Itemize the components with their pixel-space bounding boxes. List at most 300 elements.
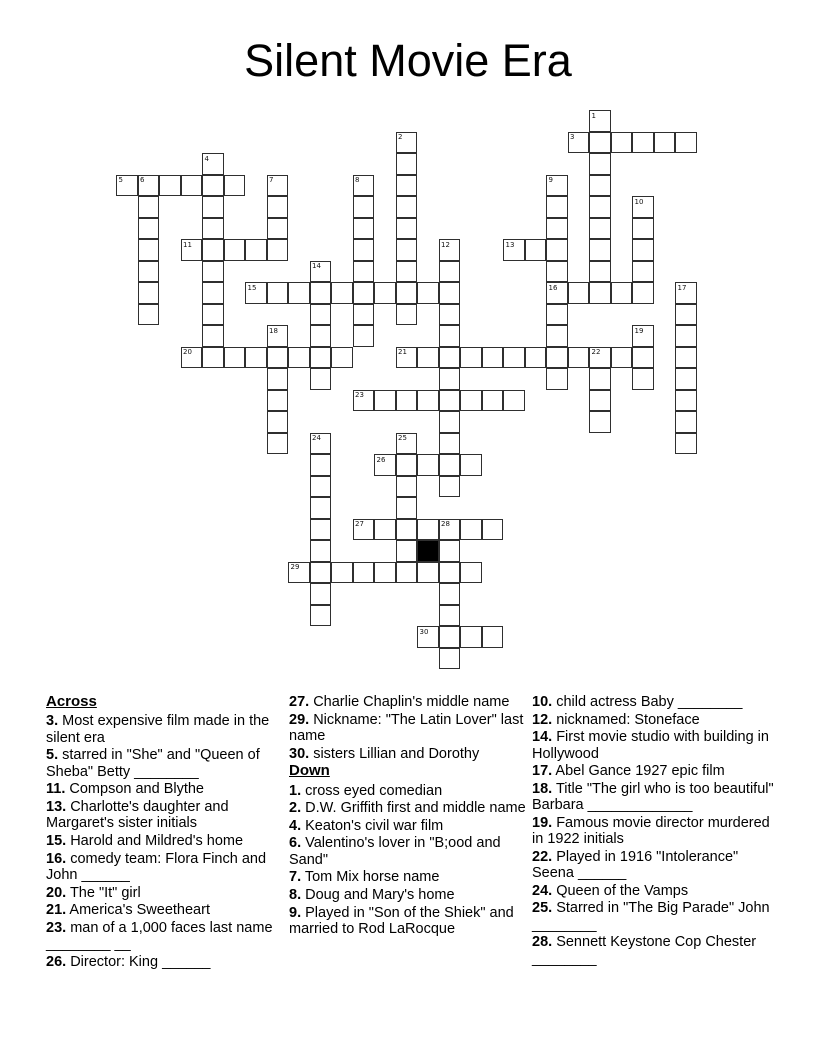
clue-number: 10. [532, 694, 553, 710]
clue-item [532, 900, 778, 933]
grid-cell[interactable] [546, 175, 568, 197]
grid-cell[interactable] [675, 368, 697, 390]
grid-cell[interactable] [374, 562, 396, 584]
grid-cell[interactable] [503, 390, 525, 412]
grid-cell[interactable] [159, 175, 181, 197]
grid-cell[interactable] [439, 261, 461, 283]
grid-cell[interactable] [589, 132, 611, 154]
cell-number: 3 [570, 133, 575, 141]
cell-number: 4 [204, 154, 209, 163]
clue-text: Director: King ______ [66, 953, 211, 970]
grid-cell[interactable] [482, 347, 504, 369]
grid-cell[interactable] [439, 626, 461, 648]
grid-cell[interactable] [267, 368, 289, 390]
grid-cell[interactable] [396, 562, 418, 584]
grid-cell[interactable] [589, 368, 611, 390]
cell-number: 26 [376, 455, 386, 464]
grid-cell[interactable] [396, 454, 418, 476]
clue-number: 19. [532, 814, 553, 831]
clue-text: Sennett Keystone Cop Chester ________ [532, 934, 757, 967]
clue-item [289, 905, 535, 938]
grid-cell[interactable] [202, 325, 224, 347]
clue-section-header-across: Across [46, 693, 97, 710]
cell-number: 19 [634, 326, 644, 335]
clue-item [289, 887, 535, 903]
grid-cell[interactable] [589, 153, 611, 175]
clue-item [289, 800, 535, 816]
clue-number: 24. [532, 882, 553, 899]
clue-item [532, 729, 778, 762]
grid-cell[interactable] [460, 390, 482, 412]
grid-cell[interactable] [611, 282, 633, 304]
grid-cell[interactable] [632, 325, 654, 347]
clue-text: D.W. Griffith first and middle name [301, 800, 526, 817]
grid-cell[interactable] [202, 153, 224, 175]
black-cell [417, 540, 439, 562]
grid-cell[interactable] [331, 562, 353, 584]
cell-number: 5 [118, 176, 123, 184]
grid-cell[interactable] [138, 282, 160, 304]
cell-number: 27 [355, 520, 364, 528]
grid-cell[interactable] [310, 519, 332, 541]
clue-number: 17. [532, 763, 553, 780]
grid-cell[interactable] [632, 368, 654, 390]
grid-cell[interactable] [267, 239, 289, 261]
clue-item [46, 885, 284, 901]
grid-cell[interactable] [310, 304, 332, 326]
grid-cell[interactable] [396, 476, 418, 498]
grid-cell[interactable] [675, 132, 697, 154]
grid-cell[interactable] [396, 282, 418, 304]
grid-cell[interactable] [589, 411, 611, 433]
clue-number: 26. [46, 953, 67, 970]
grid-cell[interactable] [632, 239, 654, 261]
grid-cell[interactable] [632, 132, 654, 154]
cell-number: 2 [398, 133, 403, 141]
grid-cell[interactable] [417, 282, 439, 304]
clue-text: Title "The girl who is too beautiful" Barbara _____________ [532, 780, 774, 814]
grid-cell[interactable] [632, 218, 654, 240]
clue-item [289, 835, 535, 868]
grid-cell[interactable] [632, 261, 654, 283]
clue-column-down [532, 694, 778, 968]
grid-cell[interactable] [202, 175, 224, 197]
clue-number: 14. [532, 729, 553, 746]
clue-number: 3. [46, 713, 59, 730]
clue-text: Harold and Mildred's home [66, 833, 244, 849]
clue-number: 28. [532, 934, 553, 951]
grid-cell[interactable] [353, 562, 375, 584]
grid-cell[interactable] [288, 282, 310, 304]
grid-cell[interactable] [525, 347, 547, 369]
grid-cell[interactable] [632, 347, 654, 369]
grid-cell[interactable] [675, 433, 697, 455]
grid-cell[interactable] [353, 175, 375, 197]
grid-cell[interactable] [138, 175, 160, 197]
clue-number: 4. [289, 817, 302, 834]
grid-cell[interactable] [331, 347, 353, 369]
grid-cell[interactable] [439, 648, 461, 670]
grid-cell[interactable] [374, 519, 396, 541]
grid-cell[interactable] [396, 540, 418, 562]
clue-text: Compson and Blythe [65, 781, 204, 798]
clue-item [532, 694, 778, 710]
grid-cell[interactable] [460, 519, 482, 541]
grid-cell[interactable] [202, 282, 224, 304]
clue-number: 8. [289, 886, 302, 903]
clue-item [289, 694, 535, 710]
clue-number: 12. [532, 711, 553, 728]
grid-cell[interactable] [310, 583, 332, 605]
grid-cell[interactable] [482, 626, 504, 648]
clue-number: 29. [289, 711, 310, 728]
clue-text: First movie studio with building in Hollywood [532, 729, 769, 762]
clue-item [289, 712, 535, 745]
grid-cell[interactable] [138, 261, 160, 283]
cell-number: 25 [398, 434, 407, 442]
grid-cell[interactable] [245, 347, 267, 369]
clue-item [289, 818, 535, 834]
grid-cell[interactable] [353, 304, 375, 326]
grid-cell[interactable] [396, 347, 418, 369]
clue-text: Abel Gance 1927 epic film [552, 763, 725, 780]
grid-cell[interactable] [460, 626, 482, 648]
grid-cell[interactable] [439, 239, 461, 261]
grid-cell[interactable] [138, 218, 160, 240]
grid-cell[interactable] [439, 325, 461, 347]
grid-cell[interactable] [589, 390, 611, 412]
clue-text: Charlotte's daughter and Margaret's sister initials [46, 799, 229, 832]
grid-cell[interactable] [546, 304, 568, 326]
grid-cell[interactable] [310, 454, 332, 476]
grid-cell[interactable] [632, 282, 654, 304]
grid-cell[interactable] [353, 196, 375, 218]
grid-cell[interactable] [546, 282, 568, 304]
grid-cell[interactable] [417, 390, 439, 412]
clue-item [532, 883, 778, 899]
grid-cell[interactable] [439, 476, 461, 498]
grid-cell[interactable] [460, 562, 482, 584]
grid-cell[interactable] [310, 476, 332, 498]
grid-cell[interactable] [675, 304, 697, 326]
grid-cell[interactable] [589, 175, 611, 197]
clue-number: 13. [46, 799, 67, 815]
grid-cell[interactable] [202, 347, 224, 369]
clue-number: 2. [289, 800, 302, 817]
cell-number: 24 [312, 434, 321, 442]
grid-cell[interactable] [589, 196, 611, 218]
grid-cell[interactable] [589, 239, 611, 261]
clue-item [46, 713, 284, 746]
cell-number: 6 [140, 176, 145, 184]
grid-cell[interactable] [374, 454, 396, 476]
grid-cell[interactable] [310, 540, 332, 562]
clue-number: 20. [46, 884, 67, 901]
clue-item [532, 712, 778, 728]
clue-text: nicknamed: Stoneface [552, 711, 700, 728]
clue-item [46, 920, 284, 953]
grid-cell[interactable] [439, 282, 461, 304]
clue-number: 22. [532, 848, 553, 865]
grid-cell[interactable] [482, 390, 504, 412]
clue-text: child actress Baby ________ [552, 694, 743, 710]
grid-cell[interactable] [482, 519, 504, 541]
grid-cell[interactable] [439, 454, 461, 476]
grid-cell[interactable] [267, 325, 289, 347]
grid-cell[interactable] [396, 196, 418, 218]
grid-cell[interactable] [439, 411, 461, 433]
grid-cell[interactable] [310, 261, 332, 283]
grid-cell[interactable] [396, 218, 418, 240]
grid-cell[interactable] [374, 390, 396, 412]
grid-cell[interactable] [116, 175, 138, 197]
clue-item [289, 746, 535, 762]
cell-number: 9 [548, 176, 553, 184]
grid-cell[interactable] [353, 261, 375, 283]
grid-cell[interactable] [568, 132, 590, 154]
grid-cell[interactable] [224, 175, 246, 197]
grid-cell[interactable] [675, 347, 697, 369]
clue-number: 9. [289, 904, 302, 921]
cell-number: 17 [677, 283, 687, 292]
grid-cell[interactable] [439, 583, 461, 605]
grid-cell[interactable] [310, 562, 332, 584]
cell-number: 29 [290, 563, 300, 571]
grid-cell[interactable] [589, 218, 611, 240]
grid-cell[interactable] [396, 304, 418, 326]
clue-number: 16. [46, 850, 67, 867]
grid-cell[interactable] [525, 239, 547, 261]
cell-number: 21 [398, 348, 407, 356]
grid-cell[interactable] [202, 239, 224, 261]
clue-number: 6. [289, 835, 302, 852]
grid-cell[interactable] [224, 239, 246, 261]
clue-column-middle [289, 694, 535, 939]
grid-cell[interactable] [439, 519, 461, 541]
grid-cell[interactable] [310, 497, 332, 519]
clue-text: America's Sweetheart [66, 902, 210, 919]
grid-cell[interactable] [546, 325, 568, 347]
grid-cell[interactable] [632, 196, 654, 218]
grid-cell[interactable] [202, 218, 224, 240]
grid-cell[interactable] [546, 196, 568, 218]
grid-cell[interactable] [396, 132, 418, 154]
grid-cell[interactable] [224, 347, 246, 369]
grid-cell[interactable] [267, 218, 289, 240]
grid-cell[interactable] [417, 519, 439, 541]
grid-cell[interactable] [202, 196, 224, 218]
grid-cell[interactable] [546, 261, 568, 283]
clue-number: 7. [289, 869, 302, 886]
grid-cell[interactable] [460, 454, 482, 476]
clue-item [532, 934, 778, 967]
grid-cell[interactable] [417, 626, 439, 648]
clue-text: Famous movie director murdered in 1922 initials [532, 814, 770, 848]
grid-cell[interactable] [460, 347, 482, 369]
grid-cell[interactable] [417, 562, 439, 584]
clue-text: Doug and Mary's home [301, 886, 455, 903]
clue-text: man of a 1,000 faces last name ________ __ [46, 919, 273, 953]
grid-cell[interactable] [310, 368, 332, 390]
grid-cell[interactable] [353, 390, 375, 412]
grid-cell[interactable] [331, 282, 353, 304]
grid-cell[interactable] [675, 325, 697, 347]
grid-cell[interactable] [396, 175, 418, 197]
cell-number: 15 [247, 283, 257, 292]
grid-cell[interactable] [138, 196, 160, 218]
grid-cell[interactable] [353, 519, 375, 541]
grid-cell[interactable] [353, 325, 375, 347]
clue-section-header-down: Down [289, 762, 330, 780]
cell-number: 20 [183, 348, 192, 356]
grid-cell[interactable] [546, 368, 568, 390]
grid-cell[interactable] [568, 347, 590, 369]
grid-cell[interactable] [267, 433, 289, 455]
clue-item [532, 781, 778, 814]
cell-number: 22 [591, 348, 601, 356]
grid-cell[interactable] [439, 540, 461, 562]
grid-cell[interactable] [288, 562, 310, 584]
grid-cell[interactable] [181, 347, 203, 369]
grid-cell[interactable] [503, 239, 525, 261]
grid-cell[interactable] [267, 411, 289, 433]
grid-cell[interactable] [396, 153, 418, 175]
grid-cell[interactable] [503, 347, 525, 369]
cell-number: 7 [269, 176, 274, 184]
clue-number: 1. [289, 782, 302, 799]
grid-cell[interactable] [202, 261, 224, 283]
grid-cell[interactable] [396, 390, 418, 412]
clue-item [46, 781, 284, 797]
grid-cell[interactable] [267, 196, 289, 218]
clue-item [46, 833, 284, 849]
grid-cell[interactable] [439, 390, 461, 412]
clue-item [46, 747, 284, 780]
grid-cell[interactable] [267, 282, 289, 304]
grid-cell[interactable] [439, 368, 461, 390]
grid-cell[interactable] [568, 282, 590, 304]
clue-text: Played in 1916 "Intolerance" Seena ______ [532, 848, 739, 882]
cell-number: 30 [419, 627, 429, 636]
cell-number: 1 [591, 111, 596, 120]
cell-number: 11 [183, 240, 192, 249]
cell-number: 23 [355, 391, 364, 399]
grid-cell[interactable] [589, 347, 611, 369]
grid-cell[interactable] [288, 347, 310, 369]
grid-cell[interactable] [267, 390, 289, 412]
cell-number: 28 [441, 520, 450, 528]
grid-cell[interactable] [675, 411, 697, 433]
grid-cell[interactable] [310, 282, 332, 304]
grid-cell[interactable] [245, 239, 267, 261]
grid-cell[interactable] [589, 110, 611, 132]
grid-cell[interactable] [245, 282, 267, 304]
grid-cell[interactable] [353, 239, 375, 261]
clue-number: 27. [289, 694, 310, 710]
clue-number: 18. [532, 780, 553, 797]
clue-number: 25. [532, 900, 553, 917]
grid-cell[interactable] [589, 282, 611, 304]
grid-cell[interactable] [654, 132, 676, 154]
clue-text: starred in "She" and "Queen of Sheba" Betty ________ [46, 747, 260, 780]
grid-cell[interactable] [396, 239, 418, 261]
grid-cell[interactable] [417, 347, 439, 369]
grid-cell[interactable] [310, 325, 332, 347]
grid-cell[interactable] [439, 304, 461, 326]
grid-cell[interactable] [439, 347, 461, 369]
grid-cell[interactable] [546, 239, 568, 261]
cell-number: 10 [634, 197, 644, 206]
grid-cell[interactable] [439, 433, 461, 455]
grid-cell[interactable] [353, 282, 375, 304]
clue-text: Queen of the Vamps [552, 882, 689, 899]
grid-cell[interactable] [396, 497, 418, 519]
clue-item [46, 851, 284, 884]
grid-cell[interactable] [439, 562, 461, 584]
grid-cell[interactable] [417, 454, 439, 476]
clue-text: Keaton's civil war film [301, 817, 444, 834]
grid-cell[interactable] [181, 175, 203, 197]
grid-cell[interactable] [675, 282, 697, 304]
clue-item [532, 849, 778, 882]
clue-item [289, 783, 535, 799]
cell-number: 14 [312, 262, 321, 270]
grid-cell[interactable] [267, 175, 289, 197]
clue-text: Played in "Son of the Shiek" and married to Rod LaRocque [289, 904, 514, 937]
grid-cell[interactable] [546, 218, 568, 240]
clue-text: Tom Mix horse name [301, 869, 440, 886]
clue-item [46, 799, 284, 832]
clue-item [289, 869, 535, 885]
clue-text: comedy team: Flora Finch and John ______ [46, 850, 267, 883]
grid-cell[interactable] [546, 347, 568, 369]
grid-cell[interactable] [589, 261, 611, 283]
clue-number: 21. [46, 902, 67, 919]
grid-cell[interactable] [310, 433, 332, 455]
page-title: Silent Movie Era [244, 35, 572, 86]
grid-cell[interactable] [396, 433, 418, 455]
grid-cell[interactable] [310, 605, 332, 627]
clue-number: 23. [46, 919, 67, 936]
grid-cell[interactable] [310, 347, 332, 369]
clue-number: 11. [46, 781, 66, 798]
clue-text: Charlie Chaplin's middle name [309, 694, 510, 710]
grid-cell[interactable] [396, 519, 418, 541]
grid-cell[interactable] [611, 347, 633, 369]
cell-number: 12 [441, 240, 450, 249]
clue-number: 30. [289, 745, 310, 762]
grid-cell[interactable] [181, 239, 203, 261]
grid-cell[interactable] [138, 239, 160, 261]
grid-cell[interactable] [396, 261, 418, 283]
grid-cell[interactable] [353, 218, 375, 240]
grid-cell[interactable] [202, 304, 224, 326]
clue-item [532, 763, 778, 779]
clue-text: Nickname: "The Latin Lover" last name [289, 711, 524, 744]
clue-text: cross eyed comedian [301, 782, 443, 799]
grid-cell[interactable] [374, 282, 396, 304]
clue-text: Valentino's lover in "B;ood and Sand" [289, 835, 501, 868]
grid-cell[interactable] [267, 347, 289, 369]
clue-column-across [46, 694, 284, 971]
grid-cell[interactable] [138, 304, 160, 326]
grid-cell[interactable] [611, 132, 633, 154]
clue-number: 15. [46, 833, 67, 849]
grid-cell[interactable] [439, 605, 461, 627]
cell-number: 8 [355, 176, 360, 184]
grid-cell[interactable] [675, 390, 697, 412]
cell-number: 13 [505, 240, 515, 249]
